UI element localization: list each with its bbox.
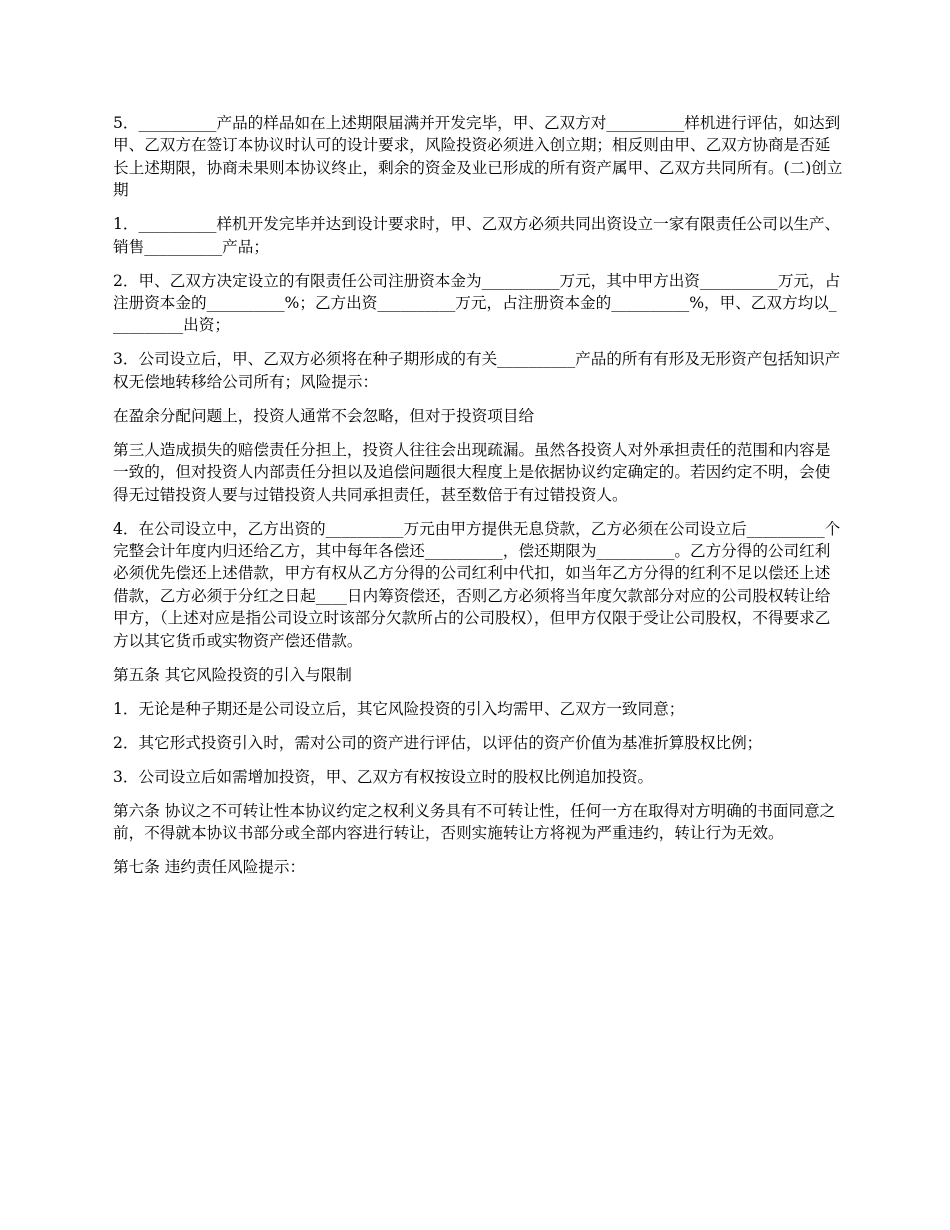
paragraph-item-3-asset-transfer: 3．公司设立后，甲、乙双方必须将在种子期形成的有关__________产品的所有有形及无形资产包括知识产权无偿地转移给公司所有；风险提示：	[113, 350, 841, 391]
paragraph-item-4-loan-repayment: 4．在公司设立中，乙方出资的__________万元由甲方提供无息贷款，乙方必须在公司设立后__________个完整会计年度内归还给乙方，其中每年各偿还__________，偿还期限为__________。乙方分得的公司红利必须优先偿还上述借款，甲方有权从乙方分得的公司红利中代扣，如当年乙方分得的红利不足以偿还上述借款，乙方必须于分红之日起____日内筹资偿还，否则乙方必须将当年度欠款部分对应的公司股权转让给甲方，（上述对应是指公司设立时该部分欠款所占的公司股权），但甲方仅限于受让公司股权，不得要求乙方以其它货币或实物资产偿还借款。	[113, 519, 841, 650]
paragraph-item-5-sample-evaluation: 5．__________产品的样品如在上述期限届满并开发完毕，甲、乙双方对__________样机进行评估，如达到甲、乙双方在签订本协议时认可的设计要求，风险投资必须进入创立期；相反则由甲、乙双方协商是否延长上述期限，协商未果则本协议终止，剩余的资金及业已形成的所有资产属甲、乙双方共同所有。(二)创立期	[113, 114, 843, 200]
section-heading-article-7: 第七条 违约责任风险提示：	[113, 858, 306, 877]
section-heading-article-5: 第五条 其它风险投资的引入与限制	[113, 665, 352, 684]
paragraph-article-6: 第六条 协议之不可转让性本协议约定之权利义务具有不可转让性，任何一方在取得对方明确的书面同意之前，不得就本协议书部分或全部内容进行转让，否则实施转让方将视为严重违约，转让行为无效。	[113, 801, 836, 843]
paragraph-article-5-item-2: 2．其它形式投资引入时，需对公司的资产进行评估，以评估的资产价值为基准折算股权比例；	[113, 733, 763, 752]
document-page	[113, 112, 843, 890]
paragraph-risk-note-body: 第三人造成损失的赔偿责任分担上，投资人往往会出现疏漏。虽然各投资人对外承担责任的范围和内容是一致的，但对投资人内部责任分担以及追偿问题很大程度上是依据协议约定确定的。若因约定不明，会使得无过错投资人要与过错投资人共同承担责任，甚至数倍于有过错投资人。	[113, 440, 831, 504]
paragraph-item-1-company-establishment: 1．__________样机开发完毕并达到设计要求时，甲、乙双方必须共同出资设立一家有限责任公司以生产、销售__________产品；	[113, 215, 841, 256]
paragraph-article-5-item-1: 1．无论是种子期还是公司设立后，其它风险投资的引入均需甲、乙双方一致同意；	[113, 699, 685, 718]
paragraph-risk-note-intro: 在盈余分配问题上，投资人通常不会忽略，但对于投资项目给	[113, 406, 535, 425]
paragraph-item-2-registered-capital: 2．甲、乙双方决定设立的有限责任公司注册资本金为__________万元，其中甲方出资__________万元，占注册资本金的__________%；乙方出资__________万元，占注册资本金的__________%，甲、乙双方均以__________出资；	[113, 271, 841, 335]
paragraph-article-5-item-3: 3．公司设立后如需增加投资，甲、乙双方有权按设立时的股权比例追加投资。	[113, 767, 654, 786]
